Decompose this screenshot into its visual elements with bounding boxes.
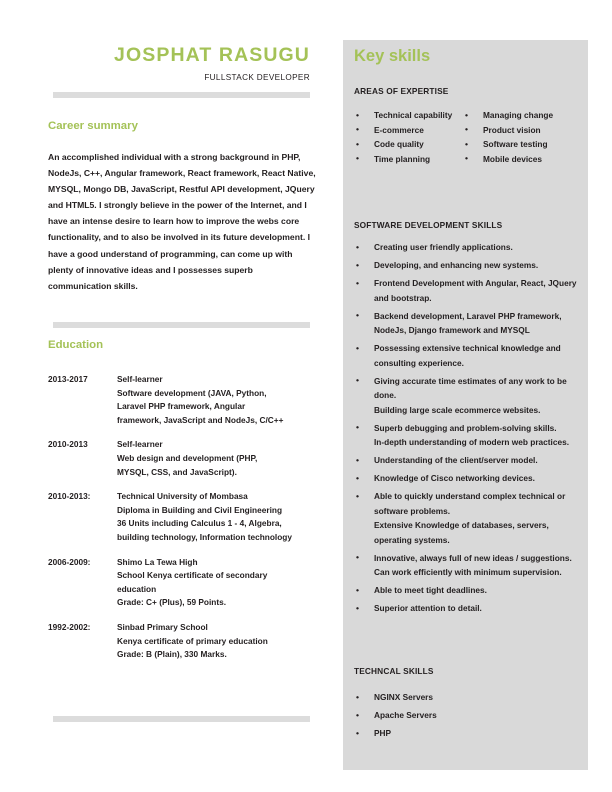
software-skill-item — [354, 276, 582, 305]
education-entry-line: 36 Units including Calculus 1 - 4, Algebra, — [117, 518, 282, 529]
education-entry-detail — [117, 621, 332, 662]
software-skill-text: Understanding of the client/server model. — [374, 455, 538, 465]
technical-skills-heading: TECHNCAL SKILLS — [354, 666, 434, 676]
software-skill-item — [354, 471, 582, 486]
education-entry — [0, 621, 332, 662]
software-skill-extra-text: Building large scale ecommerce websites. — [374, 404, 541, 415]
software-skill-item — [354, 258, 582, 273]
education-list — [0, 373, 332, 673]
expertise-item: • Software testing — [463, 137, 585, 152]
expertise-item: • Managing change — [463, 108, 585, 123]
education-entry-organization: Self-learner — [117, 439, 163, 450]
technical-skills-list — [354, 690, 554, 744]
education-entry — [0, 490, 332, 544]
career-summary-heading: Career summary — [48, 120, 138, 132]
technical-skill-item: • NGINX Servers — [354, 690, 554, 705]
software-skill-extra-text: In-depth understanding of modern web practices. — [374, 437, 569, 447]
education-entry-line: Diploma in Building and Civil Engineering — [117, 504, 283, 515]
software-skill-item — [354, 551, 582, 580]
software-skill-text: Giving accurate time estimates of any work to be done. — [374, 375, 567, 400]
candidate-name: JOSPHAT RASUGU — [114, 44, 310, 66]
education-entry — [0, 438, 332, 479]
software-skill-text: Frontend Development with Angular, React, JQuery and bootstrap. — [374, 278, 577, 303]
expertise-item: • Mobile devices — [463, 152, 585, 167]
education-entry-line: MYSQL, CSS, and JavaScript). — [117, 466, 237, 477]
education-entry-line: building technology, Information technology — [117, 531, 292, 542]
areas-of-expertise-heading: AREAS OF EXPERTISE — [354, 86, 449, 96]
software-skill-text: Knowledge of Cisco networking devices. — [374, 473, 535, 483]
education-entry-date: 2010-2013: — [48, 491, 91, 502]
technical-skill-item: • Apache Servers — [354, 708, 554, 723]
education-entry-organization: Self-learner — [117, 374, 163, 384]
software-skill-text: Innovative, always full of new ideas / suggestions. Can work efficiently with minimum supervision. — [374, 552, 572, 577]
education-entry — [0, 373, 332, 427]
education-entry-line: Laravel PHP framework, Angular — [117, 401, 246, 412]
expertise-item: • Product vision — [463, 123, 585, 138]
software-skill-item — [354, 453, 582, 468]
education-entry-date: 2010-2013 — [48, 439, 88, 450]
software-skill-text: Superior attention to detail. — [374, 603, 482, 613]
divider-middle — [53, 322, 310, 328]
software-skill-text: Able to quickly understand complex technical or software problems. — [374, 491, 566, 516]
education-entry-line: School Kenya certificate of secondary — [117, 570, 268, 581]
software-skill-text: Possessing extensive technical knowledge and consulting experience. — [374, 343, 561, 368]
software-skill-item — [354, 601, 582, 616]
education-entry-detail — [117, 490, 332, 544]
candidate-job-title: FULLSTACK DEVELOPER — [204, 73, 310, 82]
education-entry-date: 1992-2002: — [48, 621, 91, 632]
education-heading: Education — [48, 339, 104, 351]
education-entry-detail — [117, 556, 332, 610]
software-skill-item — [354, 374, 582, 418]
education-entry-line: Grade: B (Plain), 330 Marks. — [117, 649, 227, 660]
education-entry-line: Web design and development (PHP, — [117, 452, 258, 463]
education-entry-line: Grade: C+ (Plus), 59 Points. — [117, 597, 227, 608]
education-entry-line: Kenya certificate of primary education — [117, 635, 268, 646]
education-entry-detail — [117, 438, 332, 479]
divider-bottom — [53, 716, 310, 722]
divider-top — [53, 92, 310, 98]
software-skill-item — [354, 583, 582, 598]
education-entry — [0, 556, 332, 610]
education-entry-date: 2006-2009: — [48, 556, 91, 567]
education-entry-line: Software development (JAVA, Python, — [117, 387, 267, 398]
software-skill-text: Able to meet tight deadlines. — [374, 585, 487, 595]
software-skill-text: Superb debugging and problem-solving skills. — [374, 422, 557, 433]
areas-of-expertise-column-1 — [354, 108, 457, 166]
software-skill-item — [354, 309, 582, 338]
education-entry-line: education — [117, 583, 157, 594]
areas-of-expertise-column-2 — [463, 108, 585, 166]
technical-skill-item: • PHP — [354, 726, 554, 741]
education-entry-organization: Sinbad Primary School — [117, 621, 208, 632]
career-summary-text: An accomplished individual with a strong background in PHP, NodeJs, C++, Angular framework, React framework, React Native, MYSQL, Mongo DB, JavaScript, Restful API development, JQuery and HTML5. I strongly believe in the power of the Internet, and I have an intense desire to learn how to improve the webs core functionality, and to also be involved in its future development. I have a good understand of programming, can come up with plenty of innovative ideas and I possesses superb communication skills. — [48, 152, 316, 291]
expertise-item: • Technical capability — [354, 108, 457, 123]
software-development-skills-list — [354, 240, 582, 619]
expertise-item: • Code quality — [354, 137, 457, 152]
software-skill-item — [354, 240, 582, 255]
software-development-skills-heading: SOFTWARE DEVELOPMENT SKILLS — [354, 220, 503, 230]
expertise-item: • Time planning — [354, 152, 457, 167]
expertise-item: • E-commerce — [354, 123, 457, 138]
education-entry-line: framework, JavaScript and NodeJs, C/C++ — [117, 414, 284, 425]
software-skill-text: Developing, and enhancing new systems. — [374, 260, 539, 270]
education-entry-organization: Shimo La Tewa High — [117, 556, 198, 567]
key-skills-heading: Key skills — [354, 47, 431, 65]
software-skill-item — [354, 341, 582, 370]
key-skills-panel — [343, 40, 588, 770]
education-entry-detail — [117, 373, 332, 427]
software-skill-item — [354, 421, 582, 450]
education-entry-date: 2013-2017 — [48, 374, 88, 384]
software-skill-text: Creating user friendly applications. — [374, 242, 513, 252]
software-skill-extra-text: Extensive Knowledge of databases, servers, operating systems. — [374, 520, 549, 545]
education-entry-organization: Technical University of Mombasa — [117, 491, 248, 502]
software-skill-item — [354, 489, 582, 547]
software-skill-text: Backend development, Laravel PHP framework, NodeJs, Django framework and MYSQL — [374, 310, 562, 335]
